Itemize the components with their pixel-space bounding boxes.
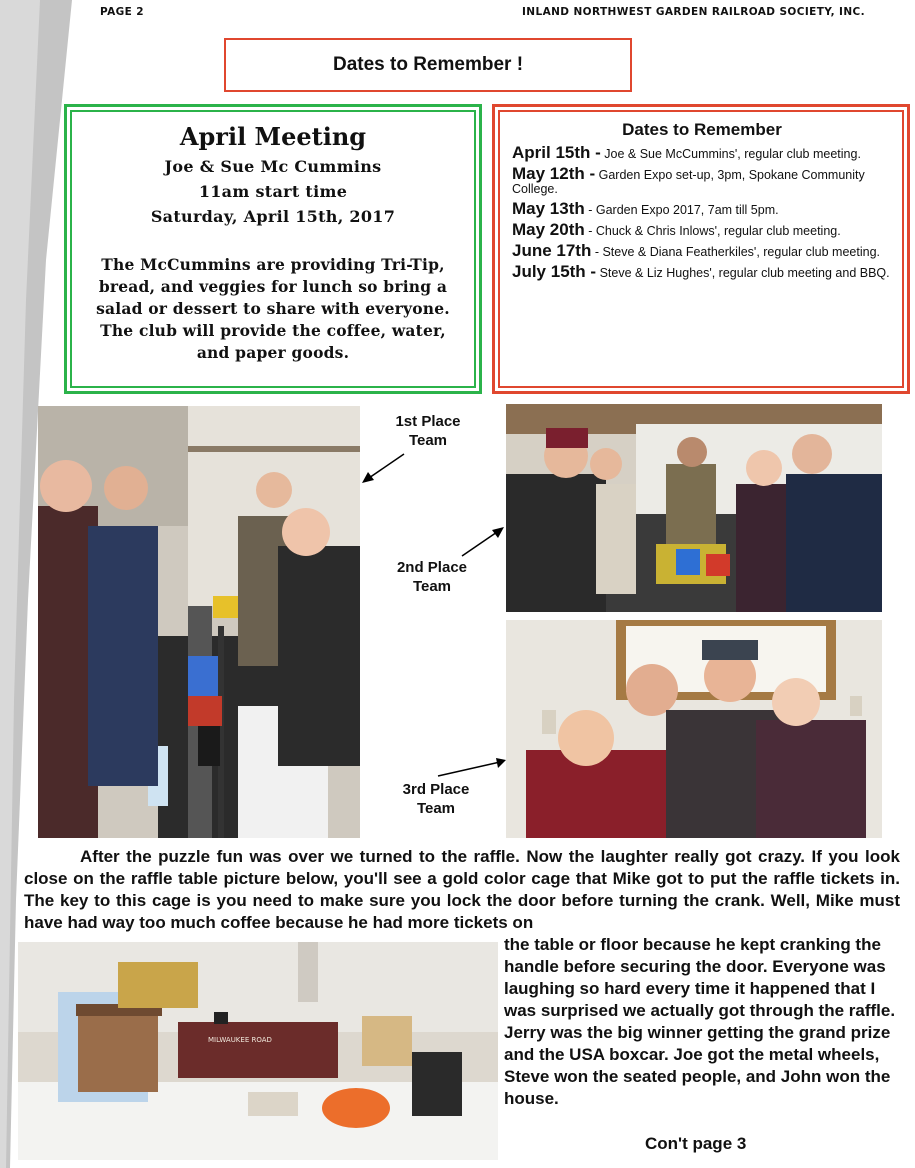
second-place-team-photo	[506, 404, 882, 612]
date-entry-text: - Chuck & Chris Inlows', regular club meeting.	[584, 224, 841, 238]
dates-to-remember-title: Dates to Remember	[622, 120, 782, 139]
date-entry-text: Joe & Sue McCummins', regular club meeting.	[600, 147, 861, 161]
date-entry	[512, 164, 892, 196]
date-entry	[512, 199, 892, 218]
meeting-description: The McCummins are providing Tri-Tip, bread, and veggies for lunch so bring a salad or dessert to share with everyone. The club will provide the coffee, water, and paper goods.	[96, 255, 450, 362]
meeting-time: 11am start time	[198, 182, 348, 201]
arrow-icon	[458, 524, 508, 560]
second-place-caption: 2nd Place Team	[396, 559, 468, 595]
date-entry	[512, 220, 892, 239]
date-entry	[512, 262, 892, 281]
dates-to-remember-inner	[498, 110, 904, 388]
arrow-icon	[436, 756, 508, 780]
date-entry-date: June 17th	[512, 241, 592, 260]
boxcar-label: MILWAUKEE ROAD	[208, 1036, 272, 1044]
date-entry-text: - Garden Expo 2017, 7am till 5pm.	[584, 203, 779, 217]
article-paragraph-continued: the table or floor because he kept cranking the handle before securing the door. Everyone was laughing so hard every time it happened that I was surprised we actually got through the raffle. Jerry was the big winner getting the grand prize and the USA boxcar. Joe got the metal wheels, Steve won the seated people, and John won the house.	[504, 935, 896, 1108]
april-meeting-box	[64, 104, 482, 394]
third-place-caption: 3rd Place Team	[402, 781, 470, 817]
first-place-caption: 1st Place Team	[395, 413, 461, 449]
meeting-hosts: Joe & Sue Mc Cummins	[164, 157, 382, 176]
date-entry-date: July 15th -	[512, 262, 597, 281]
april-meeting-inner	[70, 110, 476, 388]
date-entry-text: - Steve & Diana Featherkiles', regular club meeting.	[591, 245, 880, 259]
date-entry-date: May 12th -	[512, 164, 596, 183]
date-entry-date: April 15th -	[512, 143, 601, 162]
first-place-team-photo	[38, 406, 360, 838]
page-number: PAGE 2	[100, 6, 145, 18]
date-entry-text: Steve & Liz Hughes', regular club meeting and BBQ.	[596, 266, 890, 280]
continued-page-note: Con't page 3	[645, 1134, 747, 1153]
raffle-table-photo	[18, 942, 498, 1160]
date-entry	[512, 143, 892, 162]
dates-to-remember-box	[492, 104, 910, 394]
meeting-date: Saturday, April 15th, 2017	[150, 207, 396, 226]
date-entry-text: Garden Expo set-up, 3pm, Spokane Community College.	[512, 168, 865, 196]
dates-banner	[224, 38, 632, 92]
meeting-title: April Meeting	[179, 122, 367, 151]
date-entry	[512, 241, 892, 260]
date-entry-date: May 20th	[512, 220, 585, 239]
dates-banner-title: Dates to Remember !	[332, 54, 524, 75]
date-entry-date: May 13th	[512, 199, 585, 218]
arrow-icon	[358, 450, 408, 486]
article-paragraph: After the puzzle fun was over we turned to the raffle. Now the laughter really got crazy. If you look close on the raffle table picture below, you'll see a gold color cage that Mike got to put the raffle tickets in. The key to this cage is you need to make sure you lock the door before turning the crank. Well, Mike must have had way too much coffee because he had more tickets on	[24, 847, 900, 932]
third-place-team-photo	[506, 620, 882, 838]
newsletter-society-name: INLAND NORTHWEST GARDEN RAILROAD SOCIETY, INC.	[521, 6, 865, 18]
